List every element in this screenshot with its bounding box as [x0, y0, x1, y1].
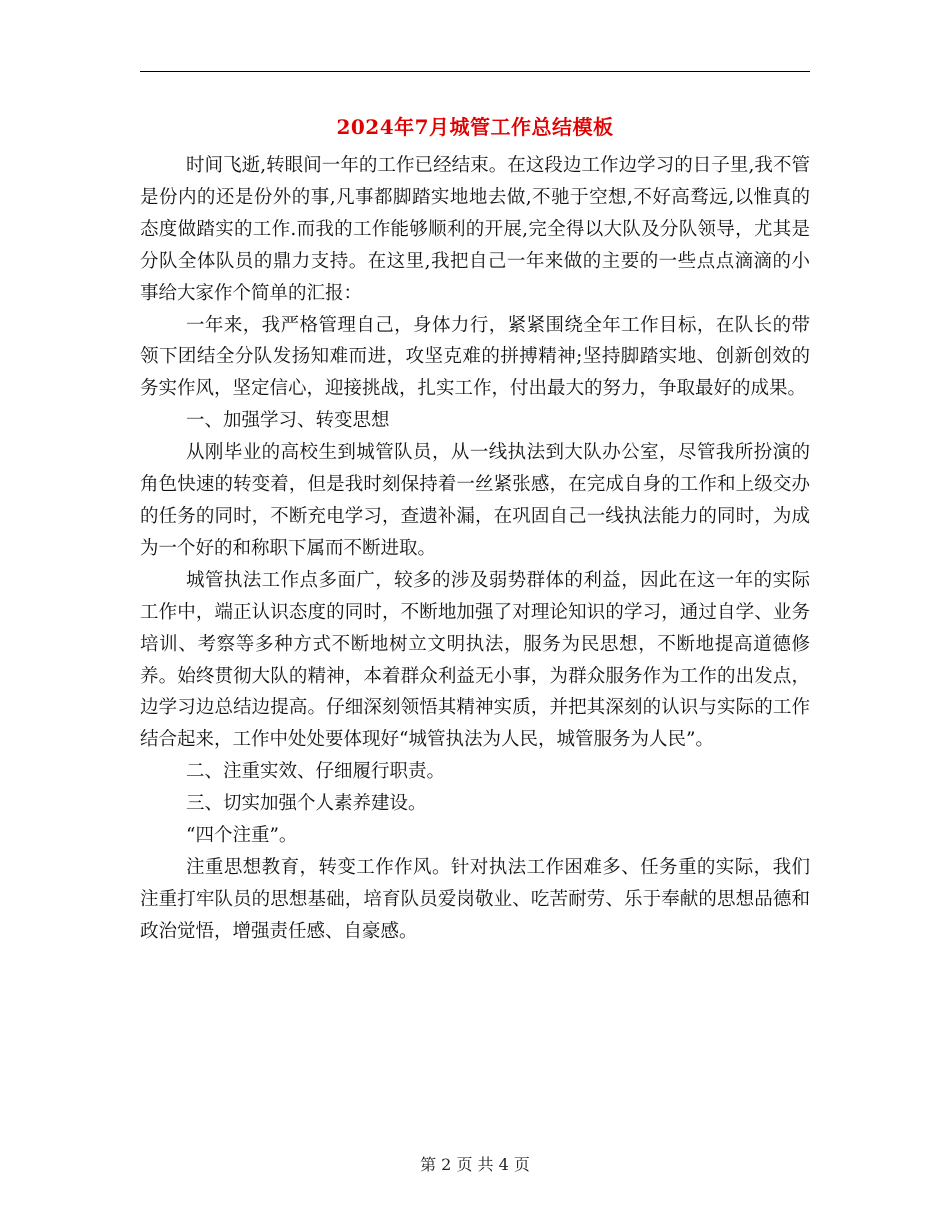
header-rule — [140, 71, 810, 72]
document-title: 2024年7月城管工作总结模板 — [336, 115, 614, 139]
paragraph-learning: 从刚毕业的高校生到城管队员，从一线执法到大队办公室，尽管我所扮演的角色快速的转变着，但是我时刻保持着一丝紧张感，在完成自身的工作和上级交办的任务的同时，不断充电学习，查遗补漏，在巩固自己一线执法能力的同时，为成为一个好的和称职下属而不断进取。 — [140, 442, 810, 559]
page-number-footer: 第 2 页 共 4 页 — [420, 1155, 530, 1174]
section-heading-2: 二、注重实效、仔细履行职责。 — [186, 761, 446, 783]
paragraph-enforcement: 城管执法工作点多面广，较多的涉及弱势群体的利益，因此在这一年的实际工作中，端正认识态度的同时，不断地加强了对理论知识的学习，通过自学、业务培训、考察等多种方式不断地树立文明执法，服务为民思想，不断地提高道德修养。始终贯彻大队的精神，本着群众利益无小事，为群众服务作为工作的出发点，边学习边总结边提高。仔细深刻领悟其精神实质，并把其深刻的认识与实际的工作结合起来，工作中处处要体现好“城管执法为人民，城管服务为人民”。 — [140, 569, 810, 751]
section-heading-1: 一、加强学习、转变思想 — [186, 410, 390, 432]
paragraph-intro: 时间飞逝,转眼间一年的工作已经结束。在这段边工作边学习的日子里,我不管是份内的还是份外的事,凡事都脚踏实地地去做,不驰于空想,不好高骛远,以惟真的态度做踏实的工作.而我的工作能够顺利的开展,完全得以大队及分队领导，尤其是分队全体队员的鼎力支持。在这里,我把自己一年来做的主要的一些点点滴滴的小事给大家作个简单的汇报： — [140, 155, 810, 304]
section-heading-3: 三、切实加强个人素养建设。 — [186, 793, 427, 815]
paragraph-overview: 一年来，我严格管理自己，身体力行，紧紧围绕全年工作目标，在队长的带领下团结全分队发扬知难而进，攻坚克难的拼搏精神;坚持脚踏实地、创新创效的务实作风，坚定信心，迎接挑战，扎实工作，付出最大的努力，争取最好的成果。 — [140, 314, 810, 400]
paragraph-thought-education: 注重思想教育，转变工作作风。针对执法工作困难多、任务重的实际，我们注重打牢队员的思想基础，培育队员爱岗敬业、吃苦耐劳、乐于奉献的思想品德和政治觉悟，增强责任感、自豪感。 — [140, 856, 810, 942]
subheading-four-focus: “四个注重”。 — [186, 825, 298, 847]
document-body — [140, 150, 810, 948]
